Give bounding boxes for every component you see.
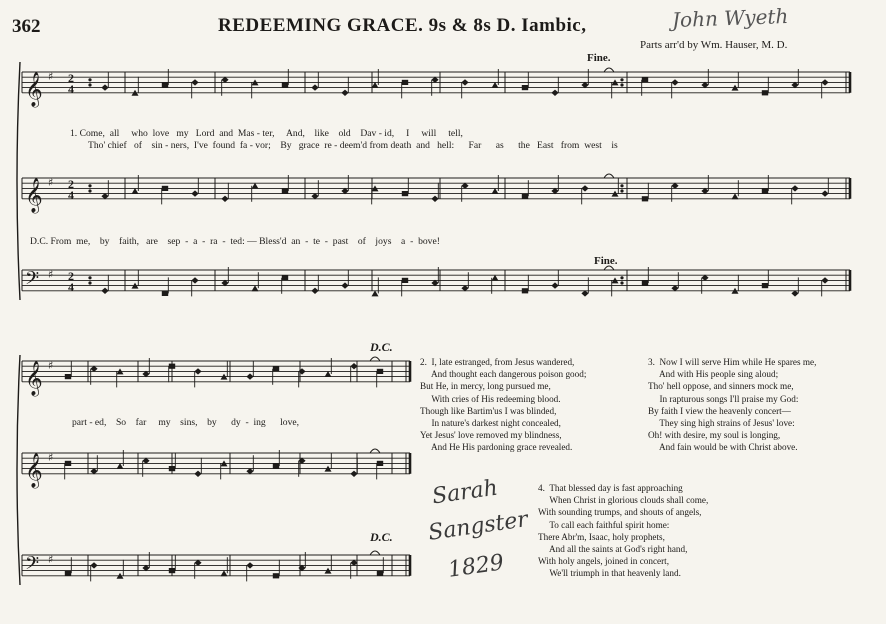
handwritten-year: 1829 — [446, 550, 506, 583]
shape-note — [273, 366, 279, 371]
repeat-dot — [88, 276, 91, 279]
system-bracket — [17, 355, 20, 585]
shape-note — [461, 79, 468, 85]
verse-line: With cries of His redeeming blood. — [420, 393, 561, 404]
verse-line: And fain would be with Christ above. — [648, 442, 798, 453]
shape-note — [282, 188, 288, 193]
time-signature-top: 2 — [68, 268, 74, 283]
repeat-dot — [88, 83, 91, 86]
shape-note — [191, 190, 198, 196]
lyric-line-1: 1. Come, all who love my Lord and Mas - ter, And, like old Dav - id, I will tell, — [70, 128, 463, 139]
shape-note — [221, 196, 228, 202]
verse-line: When Christ in glorious clouds shall come, — [538, 495, 709, 506]
shape-note — [311, 84, 318, 90]
shape-note — [169, 364, 175, 369]
verse-line: 3. Now I will serve Him while He spares me, — [648, 357, 817, 367]
shape-note — [65, 374, 71, 379]
shape-note — [372, 82, 379, 88]
shape-note — [298, 368, 305, 374]
shape-note — [311, 288, 318, 294]
shape-note — [671, 79, 678, 85]
shape-note — [492, 275, 499, 281]
verse-line: 4. That blessed day is fast approaching — [538, 483, 683, 493]
shape-note — [101, 84, 108, 90]
handwritten-surname: Sangster — [426, 507, 530, 546]
time-signature-bottom: 4 — [68, 279, 74, 294]
verse-line: In rapturous songs I'll praise my God: — [648, 393, 799, 404]
shape-note — [377, 369, 383, 374]
time-signature-top: 2 — [68, 70, 74, 85]
shape-note — [821, 79, 828, 85]
time-signature-bottom: 4 — [68, 81, 74, 96]
shape-note — [194, 368, 201, 374]
verse-line: In nature's darkest night concealed, — [420, 418, 561, 429]
verse-line: There Abr'm, Isaac, holy prophets, — [538, 531, 665, 542]
repeat-dot — [620, 83, 623, 86]
fine-marking-top: Fine. — [587, 52, 611, 64]
treble-clef-icon: 𝄞 — [25, 360, 43, 396]
shape-note — [402, 278, 408, 283]
shape-note — [246, 562, 253, 568]
fine-marking-bass: Fine. — [594, 255, 618, 267]
shape-note — [821, 277, 828, 283]
verse-line: 2. I, late estranged, from Jesus wandered, — [420, 357, 575, 367]
shape-note — [431, 196, 438, 202]
verse-line: With sounding trumps, and shouts of angels, — [538, 507, 702, 518]
verse-line: Yet Jesus' love removed my blindness, — [420, 430, 562, 441]
shape-note — [762, 90, 768, 95]
shape-note — [522, 288, 528, 293]
repeat-dot — [88, 78, 91, 81]
sharp-icon: ♯ — [48, 553, 54, 567]
shape-note — [791, 185, 798, 191]
shape-note — [642, 280, 648, 285]
shape-note — [642, 77, 648, 82]
verse-line: But He, in mercy, long pursued me, — [420, 381, 551, 392]
time-signature-bottom: 4 — [68, 187, 74, 202]
shape-note — [522, 194, 528, 199]
shape-note — [246, 373, 253, 379]
shape-note — [169, 568, 175, 573]
handwritten-signature: John Wyeth — [671, 3, 789, 33]
repeat-dot — [620, 78, 623, 81]
treble-clef-icon: 𝄞 — [25, 452, 43, 488]
shape-note — [252, 183, 259, 189]
shape-note — [325, 371, 332, 377]
lyric-line-4: part - ed, So far my sins, by dy - ing love, — [72, 417, 300, 428]
shape-note — [273, 463, 279, 468]
repeat-dot — [88, 281, 91, 284]
shape-note — [65, 571, 71, 576]
lyric-line-dc: D.C. From me, by faith, are sep - a - ra - ted: — Bless'd an - te - past of joys a - bove! — [30, 236, 440, 247]
verse-line: Though like Bartim'us I was blinded, — [420, 405, 557, 416]
fermata-icon — [604, 174, 614, 178]
shape-note — [273, 573, 279, 578]
shape-note — [642, 196, 648, 201]
verse-line: Tho' hell oppose, and sinners mock me, — [648, 381, 794, 392]
shape-note — [162, 291, 168, 296]
fermata-icon — [370, 449, 380, 453]
verse-line: They sing high strains of Jesus' love: — [648, 418, 795, 429]
time-signature-top: 2 — [68, 176, 74, 191]
repeat-dot — [620, 281, 623, 284]
page-number: 362 — [12, 16, 41, 37]
verse-line: We'll triumph in that heavenly land. — [538, 568, 681, 579]
shape-note — [341, 282, 348, 288]
repeat-dot — [88, 184, 91, 187]
shape-note — [581, 185, 588, 191]
repeat-dot — [88, 189, 91, 192]
shape-note — [522, 85, 528, 90]
shape-note — [492, 188, 499, 194]
shape-note — [551, 282, 558, 288]
shape-note — [492, 82, 499, 88]
sharp-icon: ♯ — [48, 359, 54, 373]
shape-note — [762, 283, 768, 288]
shape-note — [132, 188, 139, 194]
shape-note — [117, 463, 124, 469]
fermata-icon — [604, 266, 614, 270]
treble-clef-icon: 𝄞 — [25, 71, 43, 107]
system-bracket — [17, 62, 20, 300]
shape-note — [377, 571, 383, 576]
repeat-dot — [620, 189, 623, 192]
shape-note — [821, 190, 828, 196]
bass-clef-icon: 𝄢 — [25, 553, 40, 579]
shape-note — [169, 466, 175, 471]
arranger-credit: Parts arr'd by Wm. Hauser, M. D. — [640, 39, 788, 51]
shape-note — [191, 79, 198, 85]
shape-note — [90, 562, 97, 568]
verse-line: And He His pardoning grace revealed. — [420, 442, 573, 453]
shape-note — [252, 285, 259, 291]
lyric-line-2: Tho' chief of sin - ners, I've found fa - vor; By grace re - deem'd from death and hell: Far as the East from west is — [88, 140, 618, 151]
shape-note — [162, 186, 168, 191]
shape-note — [162, 82, 168, 87]
sharp-icon: ♯ — [48, 70, 54, 84]
verse-line: And all the saints at God's right hand, — [538, 544, 688, 555]
shape-note — [372, 290, 379, 296]
dc-marking-top: D.C. — [370, 340, 393, 354]
fermata-icon — [604, 68, 614, 72]
sharp-icon: ♯ — [48, 451, 54, 465]
handwritten-name: Sarah — [430, 475, 500, 510]
verse-line: By faith I view the heavenly concert— — [648, 405, 791, 416]
dc-marking-bass: D.C. — [370, 530, 393, 544]
shape-note — [282, 275, 288, 280]
shape-note — [551, 90, 558, 96]
shape-note — [402, 80, 408, 85]
shape-note — [221, 570, 228, 576]
fermata-icon — [370, 551, 380, 555]
shape-note — [282, 82, 288, 87]
fermata-icon — [370, 357, 380, 361]
shape-note — [65, 461, 71, 466]
bass-clef-icon: 𝄢 — [25, 268, 40, 294]
shape-note — [732, 193, 739, 199]
verse-line: And thought each dangerous poison good; — [420, 369, 587, 380]
shape-note — [762, 188, 768, 193]
treble-clef-icon: 𝄞 — [25, 177, 43, 213]
sharp-icon: ♯ — [48, 176, 54, 190]
shape-note — [191, 277, 198, 283]
shape-note — [377, 461, 383, 466]
sharp-icon: ♯ — [48, 268, 54, 282]
verse-line: And with His people sing aloud; — [648, 369, 779, 380]
verse-line: Oh! with desire, my soul is longing, — [648, 430, 781, 441]
repeat-dot — [620, 276, 623, 279]
shape-note — [341, 90, 348, 96]
shape-note — [194, 471, 201, 477]
verse-line: With holy angels, joined in concert, — [538, 556, 670, 567]
shape-note — [402, 191, 408, 196]
verse-line: To call each faithful spirit home: — [538, 519, 670, 530]
repeat-dot — [620, 184, 623, 187]
hymn-title: REDEEMING GRACE. 9s & 8s D. Iambic, — [218, 15, 587, 36]
shape-note — [101, 288, 108, 294]
